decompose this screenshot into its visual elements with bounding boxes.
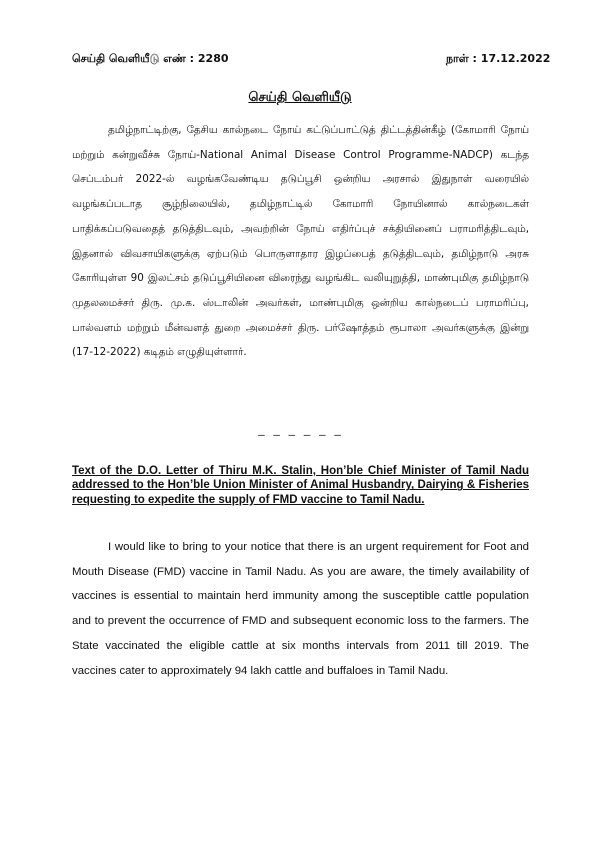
section-separator: – – – – – – — [258, 428, 342, 441]
release-number: செய்தி வெளியீடு எண் : 2280 — [72, 52, 229, 65]
letter-title: Text of the D.O. Letter of Thiru M.K. Stalin, Hon’ble Chief Minister of Tamil Nadu addressed to the Hon’ble Union Minister of Animal Husbandry, Dairying & Fisheries requesting to expedite the supply of FMD vaccine to Tamil Nadu. — [72, 465, 529, 506]
release-date: நாள் : 17.12.2022 — [446, 52, 551, 65]
press-release-heading — [0, 86, 600, 106]
heading-text: செய்தி வெளியீடு — [248, 90, 352, 105]
tamil-body-paragraph: தமிழ்நாட்டிற்கு, தேசிய கால்நடை நோய் கட்டுப்பாட்டுத் திட்டத்தின்கீழ் (கோமாரி நோய் மற்றும் கன்றுவீச்சு நோய்-National Animal Disease Control Programme-NADCP) கடந்த செப்டம்பர் 2022-ல் வழங்கவேண்டிய தடுப்பூசி ஒன்றிய அரசால் இதுநாள் வரையில் வழங்கப்படாத சூழ்நிலையில், தமிழ்நாட்டில் கோமாரி நோயினால் கால்நடைகள் பாதிக்கப்படுவதைத் தடுத்திடவும், அவற்றின் நோய் எதிர்ப்புச் சக்தியினைப் பராமரித்திடவும், இதனால் விவசாயிகளுக்கு ஏற்படும் பொருளாதார இழப்பைத் தடுத்திடவும், தமிழ்நாடு அரசு கோரியுள்ள 90 இலட்சம் தடுப்பூசியினை விரைந்து வழங்கிட வலியுறுத்தி, மாண்புமிகு தமிழ்நாடு முதலமைச்சர் திரு. மு.க. ஸ்டாலின் அவர்கள், மாண்புமிகு ஒன்றிய கால்நடைப் பராமரிப்பு, பால்வளம் மற்றும் மீன்வளத் துறை அமைச்சர் திரு. பர்ஷோத்தம் ரூபாலா அவர்களுக்கு இன்று (17-12-2022) கடிதம் எழுதியுள்ளார். — [72, 124, 529, 359]
english-body-paragraph: I would like to bring to your notice that there is an urgent requirement for Foot and Mouth Disease (FMD) vaccine in Tamil Nadu. As you are aware, the timely availability of vaccines is essential to maintain herd immunity among the susceptible cattle population and to prevent the occurrence of FMD and subsequent economic loss to the farmers. The State vaccinated the eligible cattle at six months intervals from 2011 till 2019. The vaccines cater to approximately 94 lakh cattle and buffaloes in Tamil Nadu. — [72, 541, 529, 677]
